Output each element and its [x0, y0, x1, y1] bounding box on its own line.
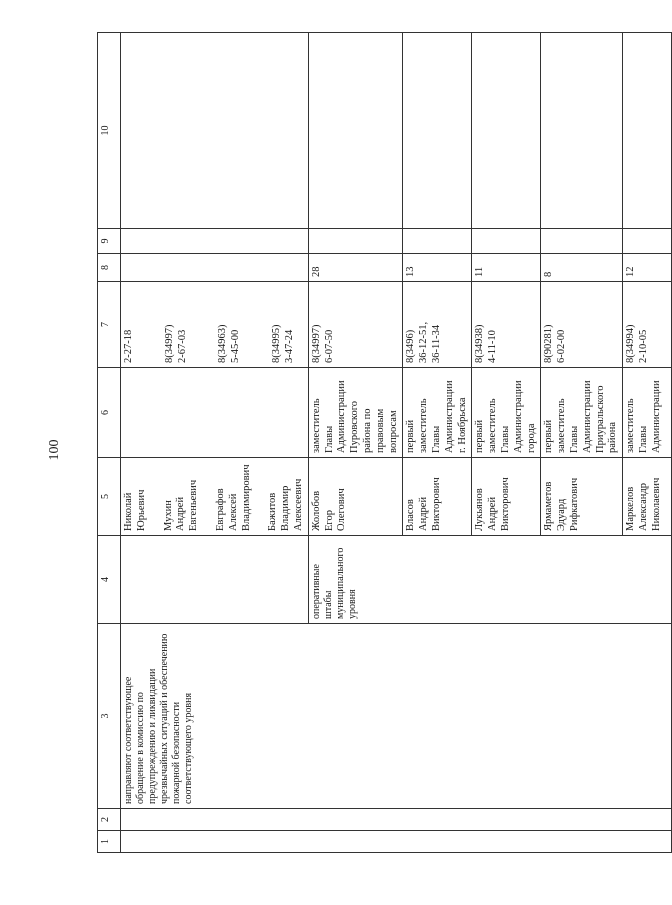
column-header: 9 — [98, 229, 121, 254]
names-cell: Жолобов Егор Олегович — [308, 458, 403, 536]
column-9-cell — [541, 229, 623, 254]
column-10-cell — [403, 33, 472, 229]
position-cell: первый заместитель Главы Администрации Приуральского района — [541, 368, 623, 458]
number-cell: 28 — [308, 254, 403, 282]
column-9-cell — [308, 229, 403, 254]
column-header-row — [98, 33, 121, 853]
position-cell: первый заместитель Главы Администрации г. Ноябрьска — [403, 368, 472, 458]
phone-cell: 8(34997) 6-07-50 — [308, 282, 403, 368]
column-header: 7 — [98, 282, 121, 368]
rotated-table-canvas — [97, 33, 662, 853]
names-cell: Николай Юрьевич Мухин Андрей Евгеньевич Евграфов Алексей Владимирович Бажитов Владимир Алексеевич — [121, 458, 309, 536]
staff-level-cell: оперативные штабы муниципального уровня — [308, 536, 671, 624]
column-4-cell — [121, 536, 309, 624]
phone-cell: 8(90281) 6-02-00 — [541, 282, 623, 368]
column-9-cell — [403, 229, 472, 254]
table-row — [121, 33, 309, 853]
column-header: 4 — [98, 536, 121, 624]
column-header: 6 — [98, 368, 121, 458]
position-cell — [121, 368, 309, 458]
column-header: 10 — [98, 33, 121, 229]
column-header: 3 — [98, 624, 121, 809]
number-cell: 11 — [472, 254, 541, 282]
phone-cell: 2-27-18 8(34997) 2-67-03 8(34963) 5-45-00 8(34995) 3-47-24 — [121, 282, 309, 368]
column-9-cell — [472, 229, 541, 254]
phone-cell: 8(3496) 36-12-51, 36-11-34 — [403, 282, 472, 368]
column-10-cell — [541, 33, 623, 229]
document-table — [97, 32, 672, 853]
column-1-cell — [121, 831, 672, 853]
position-cell: заместитель Главы Администрации — [623, 368, 672, 458]
column-10-cell — [623, 33, 672, 229]
names-cell: Маркелов Александр Николаевич — [623, 458, 672, 536]
column-9-cell — [623, 229, 672, 254]
number-cell: 13 — [403, 254, 472, 282]
column-header: 5 — [98, 458, 121, 536]
phone-cell: 8(34994) 2-10-05 — [623, 282, 672, 368]
names-cell: Ярмаметов Эдуард Рифкатович — [541, 458, 623, 536]
column-header: 1 — [98, 831, 121, 853]
column-9-cell — [121, 229, 309, 254]
number-cell: 8 — [541, 254, 623, 282]
position-cell: заместитель Главы Администрации Пуровского района по правовым вопросам — [308, 368, 403, 458]
column-header: 8 — [98, 254, 121, 282]
column-header: 2 — [98, 809, 121, 831]
phone-cell: 8(34938) 4-11-10 — [472, 282, 541, 368]
column-10-cell — [121, 33, 309, 229]
column-2-cell — [121, 809, 672, 831]
names-cell: Власов Андрей Викторович — [403, 458, 472, 536]
column-10-cell — [472, 33, 541, 229]
column-8-cell — [121, 254, 309, 282]
names-cell: Лукьянов Андрей Викторович — [472, 458, 541, 536]
number-cell: 12 — [623, 254, 672, 282]
page-number: 100 — [47, 439, 62, 461]
position-cell: первый заместитель Главы Администрации города — [472, 368, 541, 458]
procedure-description: направляют соответствующее обращение в комиссию по предупреждению и ликвидации чрезвычайных ситуаций и обеспечению пожарной безопасности соответствующего уровня — [121, 624, 672, 809]
column-10-cell — [308, 33, 403, 229]
